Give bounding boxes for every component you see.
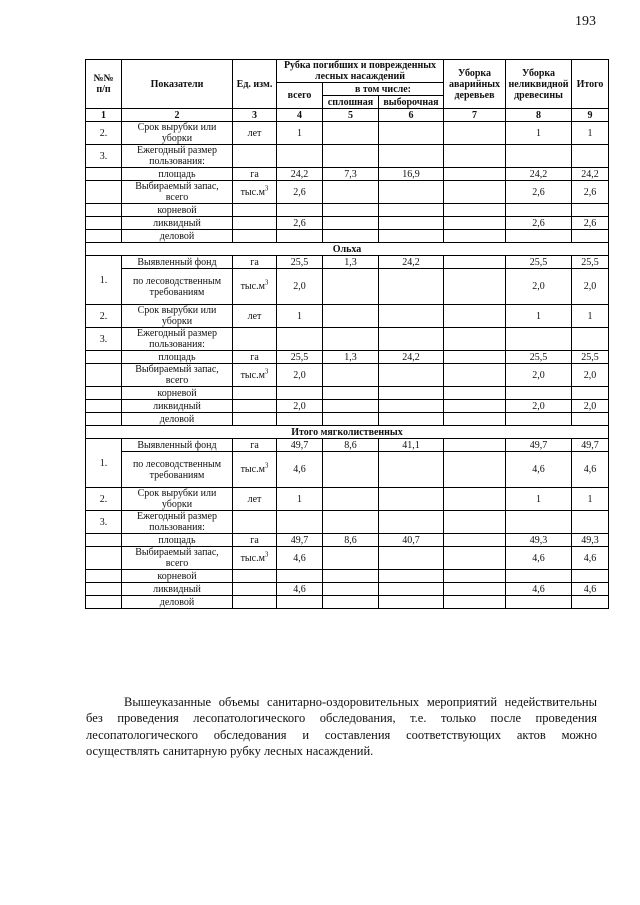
cell-total: 24,2: [277, 168, 323, 181]
cell-illiquid: 4,6: [506, 547, 572, 570]
row-unit: лет: [233, 305, 277, 328]
row-label: деловой: [122, 596, 233, 609]
section-title: Ольха: [86, 243, 609, 256]
cell-sum: 1: [572, 122, 609, 145]
cell-sum: 49,7: [572, 439, 609, 452]
row-unit: $тыс.м^3$: [233, 547, 277, 570]
cell-total: 2,0: [277, 364, 323, 387]
table-row: [86, 305, 609, 328]
row-label: Срок вырубки или уборки: [122, 122, 233, 145]
header-unit: Ед. изм.: [233, 60, 277, 109]
row-label: по лесоводственным требованиям: [122, 269, 233, 305]
cell-total: 1: [277, 122, 323, 145]
col-number: 4: [277, 109, 323, 122]
header-num: №№ п/п: [86, 60, 122, 109]
row-label: Ежегодный размер пользования:: [122, 145, 233, 168]
cell-sum: 25,5: [572, 256, 609, 269]
cell-selective: 41,1: [379, 439, 444, 452]
col-number: 5: [323, 109, 379, 122]
cell-selective: 24,2: [379, 256, 444, 269]
table-row: [86, 439, 609, 452]
cell-total: 25,5: [277, 351, 323, 364]
header-sum: Итого: [572, 60, 609, 109]
table-row: [86, 583, 609, 596]
felling-table: [85, 59, 609, 609]
cell-total: 1: [277, 488, 323, 511]
cell-total: 2,0: [277, 269, 323, 305]
section-heading-row: [86, 243, 609, 256]
row-label: Выявленный фонд: [122, 439, 233, 452]
col-number: 8: [506, 109, 572, 122]
cell-illiquid: 25,5: [506, 351, 572, 364]
header-incl: в том числе:: [323, 83, 444, 96]
cell-sum: 24,2: [572, 168, 609, 181]
row-label: площадь: [122, 168, 233, 181]
cell-clear: 7,3: [323, 168, 379, 181]
row-label: Выбираемый запас, всего: [122, 181, 233, 204]
row-num: 3.: [86, 511, 122, 534]
row-unit: $тыс.м^3$: [233, 269, 277, 305]
cell-illiquid: 24,2: [506, 168, 572, 181]
row-label: площадь: [122, 534, 233, 547]
cell-illiquid: 2,0: [506, 400, 572, 413]
cell-sum: 4,6: [572, 547, 609, 570]
row-num: 2.: [86, 488, 122, 511]
row-unit: лет: [233, 488, 277, 511]
cell-sum: 1: [572, 305, 609, 328]
cell-selective: 16,9: [379, 168, 444, 181]
cell-clear: 1,3: [323, 256, 379, 269]
table-row: [86, 256, 609, 269]
table-row: [86, 328, 609, 351]
cell-total: 4,6: [277, 583, 323, 596]
page-number: 193: [575, 14, 596, 29]
table-row: [86, 181, 609, 204]
table-row: [86, 351, 609, 364]
row-label: ликвидный: [122, 400, 233, 413]
row-label: Срок вырубки или уборки: [122, 305, 233, 328]
row-label: Ежегодный размер пользования:: [122, 511, 233, 534]
row-label: деловой: [122, 230, 233, 243]
col-number: 2: [122, 109, 233, 122]
row-label: корневой: [122, 570, 233, 583]
row-unit: га: [233, 256, 277, 269]
cell-illiquid: 2,0: [506, 269, 572, 305]
cell-illiquid: 2,0: [506, 364, 572, 387]
col-number: 3: [233, 109, 277, 122]
cell-illiquid: 2,6: [506, 217, 572, 230]
row-label: корневой: [122, 204, 233, 217]
col-number: 7: [444, 109, 506, 122]
table-row: [86, 511, 609, 534]
cell-illiquid: 1: [506, 305, 572, 328]
cell-total: 2,0: [277, 400, 323, 413]
row-label: деловой: [122, 413, 233, 426]
table-row: [86, 217, 609, 230]
row-label: Срок вырубки или уборки: [122, 488, 233, 511]
cell-illiquid: 49,3: [506, 534, 572, 547]
cell-total: 2,6: [277, 181, 323, 204]
table-row: [86, 269, 609, 305]
row-unit: га: [233, 439, 277, 452]
cell-selective: 40,7: [379, 534, 444, 547]
cell-sum: 49,3: [572, 534, 609, 547]
row-num: 2.: [86, 305, 122, 328]
row-unit: га: [233, 534, 277, 547]
cell-clear: 1,3: [323, 351, 379, 364]
row-num: 3.: [86, 328, 122, 351]
header-emergency: Уборка аварийных деревьев: [444, 60, 506, 109]
row-unit: га: [233, 168, 277, 181]
table-row: [86, 570, 609, 583]
row-label: Ежегодный размер пользования:: [122, 328, 233, 351]
cell-illiquid: 49,7: [506, 439, 572, 452]
cell-total: 1: [277, 305, 323, 328]
cell-illiquid: 4,6: [506, 452, 572, 488]
cell-total: 25,5: [277, 256, 323, 269]
cell-illiquid: 4,6: [506, 583, 572, 596]
cell-illiquid: 2,6: [506, 181, 572, 204]
header-felling: Рубка погибших и поврежденных лесных насаждений: [277, 60, 444, 83]
table-row: [86, 596, 609, 609]
cell-selective: 24,2: [379, 351, 444, 364]
col-number: 1: [86, 109, 122, 122]
cell-illiquid: 1: [506, 122, 572, 145]
cell-sum: 2,0: [572, 400, 609, 413]
cell-total: 4,6: [277, 452, 323, 488]
cell-sum: 2,0: [572, 364, 609, 387]
cell-sum: 1: [572, 488, 609, 511]
row-unit: $тыс.м^3$: [233, 181, 277, 204]
cell-sum: 25,5: [572, 351, 609, 364]
row-label: ликвидный: [122, 217, 233, 230]
row-label: Выбираемый запас, всего: [122, 364, 233, 387]
row-num: 1.: [86, 256, 122, 305]
col-number: 9: [572, 109, 609, 122]
row-unit: $тыс.м^3$: [233, 452, 277, 488]
table-row: [86, 364, 609, 387]
cell-total: 49,7: [277, 439, 323, 452]
row-unit: $тыс.м^3$: [233, 364, 277, 387]
table-row: [86, 452, 609, 488]
header-indicator: Показатели: [122, 60, 233, 109]
row-label: площадь: [122, 351, 233, 364]
cell-total: 49,7: [277, 534, 323, 547]
table-row: [86, 400, 609, 413]
cell-clear: 8,6: [323, 439, 379, 452]
table-row: [86, 145, 609, 168]
section-heading-row: [86, 426, 609, 439]
col-number: 6: [379, 109, 444, 122]
header-clear: сплошная: [323, 96, 379, 109]
row-num: 1.: [86, 439, 122, 488]
section-title: Итого мягколиственных: [86, 426, 609, 439]
table-row: [86, 204, 609, 217]
row-unit: га: [233, 351, 277, 364]
row-label: корневой: [122, 387, 233, 400]
row-label: Выявленный фонд: [122, 256, 233, 269]
row-label: ликвидный: [122, 583, 233, 596]
cell-clear: 8,6: [323, 534, 379, 547]
row-num: 3.: [86, 145, 122, 168]
body-paragraph: Вышеуказанные объемы санитарно-оздоровительных мероприятий недействительны без проведения лесопатологического обследования, т.е. только после проведения лесопатологического обследования и составления соответствующих актов можно осуществлять санитарную рубку лесных насаждений.: [86, 694, 597, 758]
table-row: [86, 230, 609, 243]
table-row: [86, 387, 609, 400]
cell-sum: 4,6: [572, 583, 609, 596]
row-label: Выбираемый запас, всего: [122, 547, 233, 570]
cell-total: 2,6: [277, 217, 323, 230]
cell-total: 4,6: [277, 547, 323, 570]
row-unit: лет: [233, 122, 277, 145]
header-selective: выборочная: [379, 96, 444, 109]
cell-sum: 2,0: [572, 269, 609, 305]
row-label: по лесоводственным требованиям: [122, 452, 233, 488]
table-row: [86, 488, 609, 511]
cell-sum: 4,6: [572, 452, 609, 488]
table-row: [86, 547, 609, 570]
header-total: всего: [277, 83, 323, 109]
header-illiquid: Уборка неликвидной древесины: [506, 60, 572, 109]
cell-illiquid: 1: [506, 488, 572, 511]
table-row: [86, 413, 609, 426]
row-num: 2.: [86, 122, 122, 145]
table-row: [86, 534, 609, 547]
cell-sum: 2,6: [572, 217, 609, 230]
table-row: [86, 122, 609, 145]
table-row: [86, 168, 609, 181]
cell-sum: 2,6: [572, 181, 609, 204]
cell-illiquid: 25,5: [506, 256, 572, 269]
